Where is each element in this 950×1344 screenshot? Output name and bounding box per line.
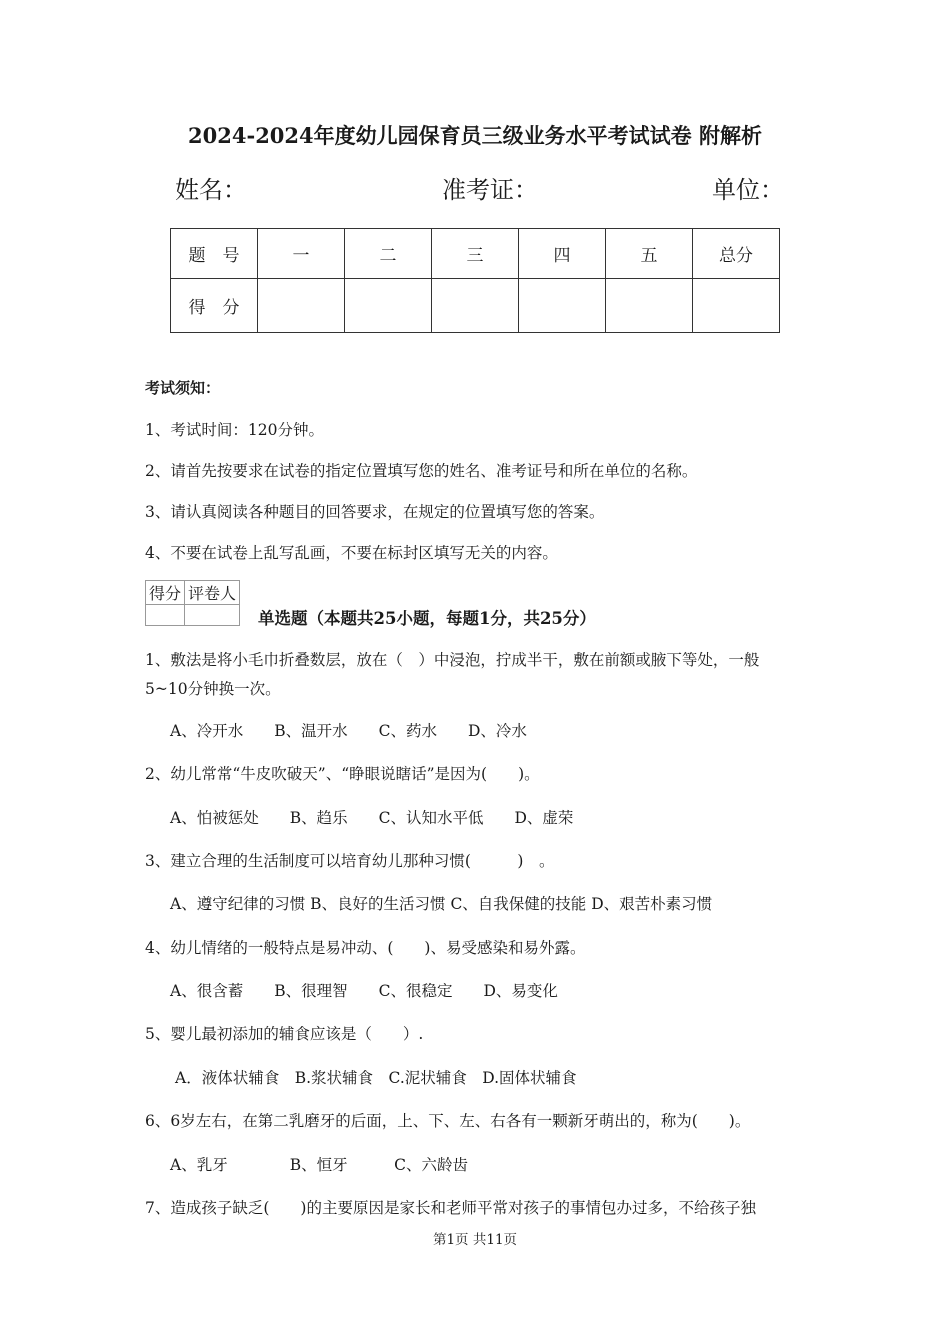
question-stem: 7、造成孩子缺乏( )的主要原因是家长和老师平常对孩子的事情包办过多，不给孩子独: [145, 1199, 756, 1217]
question-stem: 4、幼儿情绪的一般特点是易冲动、( )、易受感染和易外露。: [145, 939, 586, 957]
question-options: A、很含蓄 B、很理智 C、很稳定 D、易变化: [170, 982, 558, 1000]
question-options: A．液体状辅食 B.浆状辅食 C.泥状辅食 D.固体状辅食: [175, 1069, 577, 1087]
exam-id-field-label: 准考证：: [442, 176, 538, 204]
question-options: A、怕被惩处 B、趋乐 C、认知水平低 D、虚荣: [170, 809, 574, 827]
score-cell[interactable]: [345, 279, 432, 333]
name-field-label: 姓名：: [175, 176, 247, 204]
score-table-score-row: [171, 279, 780, 333]
score-cell[interactable]: [519, 279, 606, 333]
page-footer: 第1页 共11页: [432, 1232, 518, 1248]
grader-score-label: 得分: [146, 581, 185, 605]
page-title: 2024-2024年度幼儿园保育员三级业务水平考试试卷 附解析: [188, 123, 762, 148]
question-stem: 3、建立合理的生活制度可以培育幼儿那种习惯( ) 。: [145, 852, 555, 870]
question-stem: 5、婴儿最初添加的辅食应该是（ ）.: [145, 1025, 424, 1043]
notice-item: 3、请认真阅读各种题目的回答要求，在规定的位置填写您的答案。: [145, 503, 605, 521]
grader-score-cell[interactable]: [146, 605, 185, 626]
score-table-header-cell: 四: [519, 229, 606, 279]
score-table-header-cell: 一: [258, 229, 345, 279]
notice-item: 2、请首先按要求在试卷的指定位置填写您的姓名、准考证号和所在单位的名称。: [145, 462, 698, 480]
score-table-header-cell: 二: [345, 229, 432, 279]
question-options: A、冷开水 B、温开水 C、药水 D、冷水: [170, 722, 527, 740]
score-table-header-row: [171, 229, 780, 279]
score-table-header-cell: 三: [432, 229, 519, 279]
question-stem: 2、幼儿常常“牛皮吹破天”、“睁眼说瞎话”是因为( )。: [145, 765, 540, 783]
question-stem: 1、敷法是将小毛巾折叠数层，放在（ ）中浸泡，拧成半干，敷在前额或腋下等处，一般: [145, 651, 760, 669]
score-table: [170, 228, 780, 333]
score-cell[interactable]: [606, 279, 693, 333]
score-cell[interactable]: [258, 279, 345, 333]
question-options: A、遵守纪律的习惯 B、良好的生活习惯 C、自我保健的技能 D、艰苦朴素习惯: [170, 895, 713, 913]
grader-reviewer-cell[interactable]: [185, 605, 240, 626]
score-cell[interactable]: [432, 279, 519, 333]
section-title: 单选题（本题共25小题，每题1分，共25分）: [258, 609, 596, 628]
notice-item: 1、考试时间：120分钟。: [145, 421, 324, 439]
score-cell[interactable]: [693, 279, 780, 333]
score-row-label: 得 分: [171, 279, 258, 333]
grader-box: [145, 580, 240, 626]
question-options: A、乳牙 B、恒牙 C、六龄齿: [170, 1156, 468, 1174]
score-table-header-cell: 总分: [693, 229, 780, 279]
question-stem: 6、6岁左右，在第二乳磨牙的后面，上、下、左、右各有一颗新牙萌出的，称为( )。: [145, 1112, 751, 1130]
grader-reviewer-label: 评卷人: [185, 581, 240, 605]
score-table-header-cell: 五: [606, 229, 693, 279]
unit-field-label: 单位：: [712, 176, 784, 204]
score-table-header-cell: 题 号: [171, 229, 258, 279]
notice-item: 4、不要在试卷上乱写乱画，不要在标封区填写无关的内容。: [145, 544, 558, 562]
question-stem-continued: 5~10分钟换一次。: [145, 680, 281, 698]
notice-heading: 考试须知：: [145, 379, 221, 397]
